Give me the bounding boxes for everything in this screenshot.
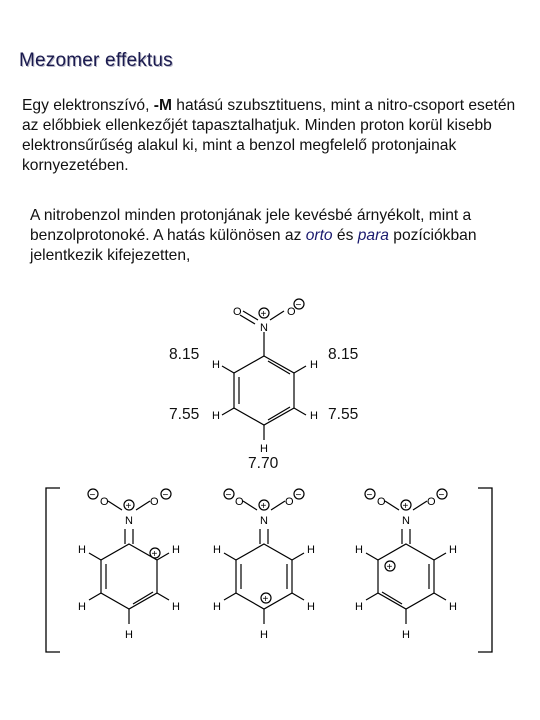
nb-text-1: A nitrobenzol minden protonjának jele kevésbé árnyékolt, mint a benzolprotonoké. A hatás különösen az <box>30 207 472 244</box>
atom-h: H <box>307 601 315 613</box>
shift-meta-right: 7.55 <box>328 406 359 423</box>
plus-charge: + <box>262 594 269 605</box>
minus-charge: − <box>162 490 169 501</box>
atom-o: O <box>150 496 159 508</box>
paragraph-nitrobenzene <box>30 206 530 266</box>
plus-charge: + <box>260 501 267 512</box>
atom-h: H <box>172 601 180 613</box>
nb-para: para <box>357 227 389 244</box>
atom-h: H <box>78 601 86 613</box>
atom-h: H <box>355 544 363 556</box>
minus-charge: − <box>438 490 445 501</box>
atom-n: N <box>260 515 268 527</box>
atom-h: H <box>307 544 315 556</box>
resonance-structure-1 <box>88 489 171 624</box>
nb-text-2: és <box>332 227 358 244</box>
atom-o: O <box>427 496 436 508</box>
atom-h: H <box>449 544 457 556</box>
atom-n: N <box>260 322 268 334</box>
plus-charge: + <box>125 501 132 512</box>
minus-charge: − <box>366 490 373 501</box>
shift-meta-left: 7.55 <box>169 406 200 423</box>
paragraph-intro <box>22 96 522 176</box>
atom-h: H <box>172 544 180 556</box>
nb-orto: orto <box>305 227 333 244</box>
atom-h: H <box>125 629 133 641</box>
atom-h: H <box>260 443 268 455</box>
intro-text-2: hatású szubsztituens, mint a nitro-csoport esetén az előbbiek ellenkezőjét tapasztalhatjuk. Minden proton korül kisebb elektronsűrűség alakul ki, mint a benzol megfelelő protonjainak kornyezetében. <box>22 97 516 174</box>
resonance-structure-3 <box>365 489 447 624</box>
atom-h: H <box>402 629 410 641</box>
shift-para: 7.70 <box>248 455 279 472</box>
atom-h: H <box>213 601 221 613</box>
intro-bold-m: -M <box>153 97 172 114</box>
atom-h: H <box>212 359 220 371</box>
atom-h: H <box>78 544 86 556</box>
minus-charge: − <box>295 300 302 311</box>
atom-h: H <box>212 410 220 422</box>
atom-h: H <box>310 359 318 371</box>
intro-text-1: Egy elektronszívó, <box>22 97 154 114</box>
plus-charge: + <box>151 549 158 560</box>
atom-h: H <box>355 601 363 613</box>
plus-charge: + <box>260 309 267 320</box>
atom-n: N <box>125 515 133 527</box>
atom-o: O <box>100 496 109 508</box>
plus-charge: + <box>402 501 409 512</box>
minus-charge: − <box>89 490 96 501</box>
atom-o: O <box>235 496 244 508</box>
atom-o: O <box>285 496 294 508</box>
plus-charge: + <box>386 562 393 573</box>
shift-ortho-right: 8.15 <box>328 346 359 363</box>
atom-h: H <box>213 544 221 556</box>
right-bracket <box>478 488 492 652</box>
atom-h: H <box>449 601 457 613</box>
page-title: Mezomer effektus <box>19 50 173 71</box>
minus-charge: − <box>225 490 232 501</box>
atom-o-left: O <box>233 306 242 318</box>
left-bracket <box>46 488 60 652</box>
resonance-structure-2 <box>224 489 304 624</box>
nb-text-3: pozíciókban jelentkezik kifejezetten, <box>30 227 477 264</box>
minus-charge: − <box>295 490 302 501</box>
atom-h: H <box>310 410 318 422</box>
atom-o-right: O <box>287 306 296 318</box>
atom-n: N <box>402 515 410 527</box>
shift-ortho-left: 8.15 <box>169 346 200 363</box>
atom-o: O <box>377 496 386 508</box>
atom-h: H <box>260 629 268 641</box>
